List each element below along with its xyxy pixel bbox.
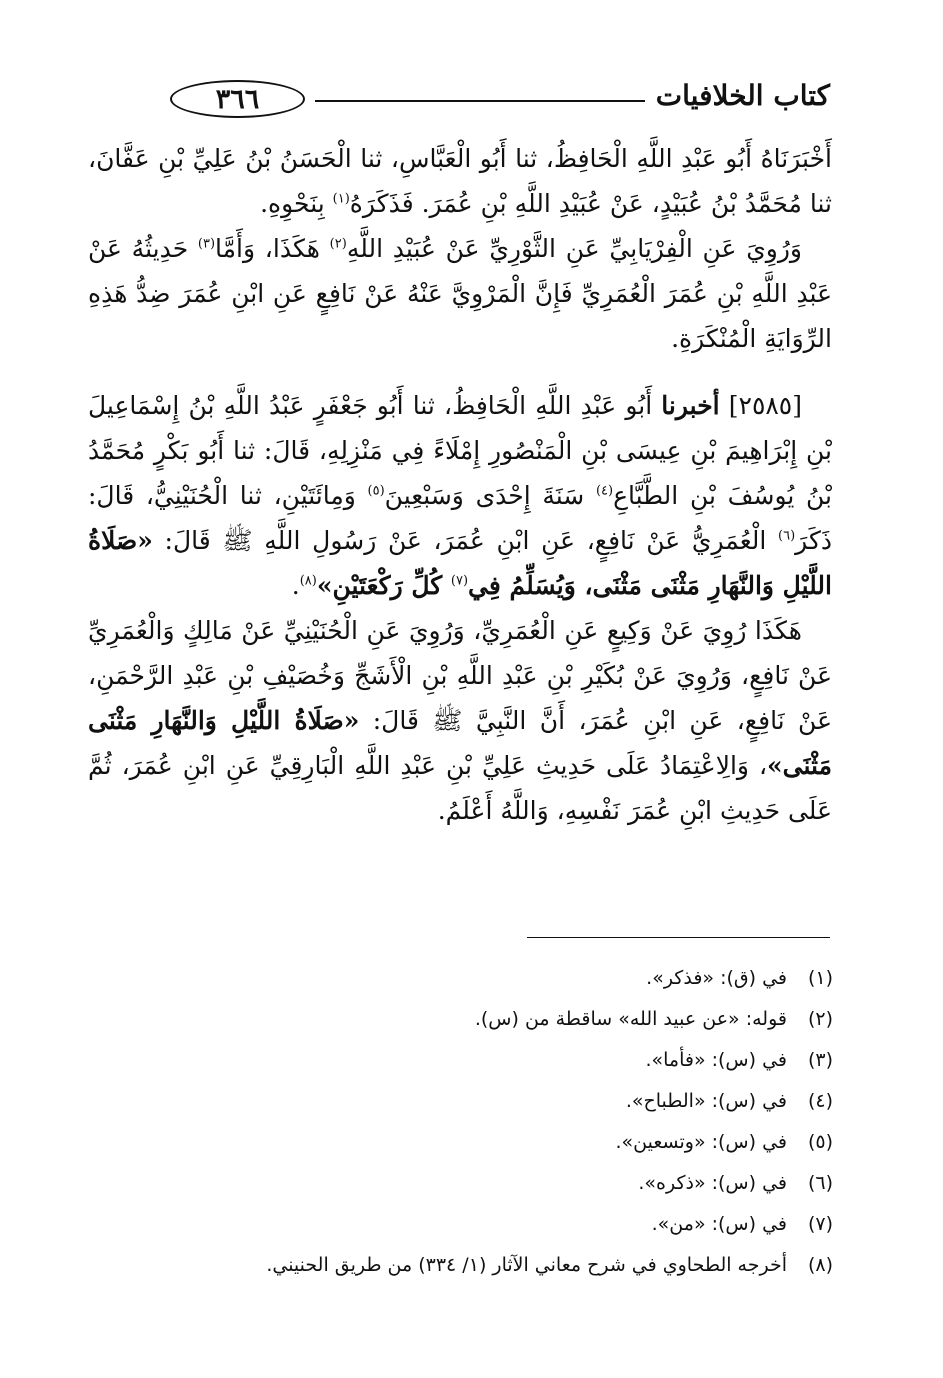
footnote-text: في (س): «فأما». [645, 1049, 787, 1071]
text-span: ، وَالِاعْتِمَادُ عَلَى حَدِيثِ عَلِيِّ بْنِ عَبْدِ اللَّهِ الْبَارِقِيِّ عَنِ ابْنِ عُمَرَ، ثُمَّ عَلَى حَدِيثِ ابْنِ عُمَرَ نَفْسِهِ، وَاللَّهُ أَعْلَمُ. [88, 751, 832, 825]
footnote [150, 1245, 833, 1286]
hadith-quote: «صَلَاةُ اللَّيْلِ وَالنَّهَارِ مَثْنَى مَثْنَى، وَيُسَلِّمُ فِي [88, 526, 832, 600]
footnote-number: (٦) [807, 1172, 833, 1194]
footnote-text: في (س): «وتسعين». [615, 1131, 787, 1153]
main-text [88, 136, 832, 833]
page-header [90, 76, 830, 126]
text-span: أَخْبَرَنَاهُ أَبُو عَبْدِ اللَّهِ الْحَافِظُ، ثنا أَبُو الْعَبَّاسِ، ثنا الْحَسَنُ بْنُ عَلِيِّ بْنِ [158, 144, 832, 173]
footnote-number: (٥) [807, 1131, 833, 1153]
footnotes [150, 958, 833, 1286]
text-span: . [291, 571, 300, 600]
paragraph-hadith [88, 383, 832, 608]
footnote-ref[interactable]: (١) [332, 191, 350, 207]
footnote-number: (٤) [807, 1090, 833, 1112]
hadith-number: [٢٥٨٥] [728, 391, 802, 420]
footnote-text: في (س): «من». [651, 1213, 787, 1235]
page-number: ٣٦٦ [215, 83, 260, 115]
footnote-text: في (ق): «فذكر». [646, 967, 787, 989]
text-span: حَدِيثُهُ عَنْ عَبْدِ اللَّهِ بْنِ عُمَرَ الْعُمَرِيِّ فَإِنَّ الْمَرْوِيَّ عَنْهُ عَنْ نَافِعٍ عَنِ ابْنِ عُمَرَ ضِدُّ هَذِهِ الرِّوَايَةِ الْمُنْكَرَةِ. [88, 234, 832, 353]
footnote-text: في (س): «ذكره». [638, 1172, 787, 1194]
akhbarana-word: أخبرنا [661, 391, 720, 420]
header-rule [315, 100, 645, 102]
footnote-number: (١) [807, 967, 833, 989]
footnote-number: (٨) [807, 1254, 833, 1276]
text-span: أَبُو عَبْدِ اللَّهِ الْحَافِظُ، ثنا أَبُو جَعْفَرٍ عَبْدُ اللَّهِ بْنُ إِسْمَاعِيلَ بْنِ إِبْرَاهِيمَ بْنِ عِيسَى بْنِ الْمَنْصُورِ إِمْلَاءً فِي مَنْزِلِهِ، قَالَ: ثنا أَبُو بَكْرٍ مُحَمَّدُ بْنُ يُوسُفَ بْنِ الطَّبَّاعِ [88, 391, 833, 510]
footnote-text: أخرجه الطحاوي في شرح معاني الآثار (١/ ٣٣٤) من طريق الحنيني. [266, 1254, 787, 1276]
footnote [150, 1081, 833, 1122]
footnote-separator [527, 937, 830, 938]
paragraph-4 [88, 608, 832, 833]
footnote-text: في (س): «الطباح». [625, 1090, 787, 1112]
footnote-ref[interactable]: (٧) [450, 573, 469, 589]
footnote [150, 1204, 833, 1245]
text-span: هَكَذَا، وَأَمَّا [215, 234, 330, 263]
text-span: سَنَةَ إِحْدَى وَسَبْعِينَ [384, 481, 596, 510]
footnote [150, 958, 833, 999]
paragraph-2 [88, 226, 832, 361]
footnote [150, 1163, 833, 1204]
text-span: وَرُوِيَ عَنِ الْفِرْيَابِيِّ عَنِ الثَّوْرِيِّ عَنْ عُبَيْدِ اللَّهِ [346, 234, 802, 263]
footnote-number: (٧) [807, 1213, 833, 1235]
footnote-number: (٢) [807, 1008, 833, 1030]
hadith-quote: «صَلَاةُ اللَّيْلِ وَالنَّهَارِ مَثْنَى مَثْنَى» [88, 706, 832, 780]
footnote-ref[interactable]: (٦) [778, 528, 796, 544]
paragraph-1 [88, 136, 832, 226]
footnote [150, 999, 833, 1040]
footnote-ref[interactable]: (٨) [299, 573, 317, 589]
text-span: عَفَّانَ، ثنا مُحَمَّدُ بْنُ عُبَيْدٍ، عَنْ عُبَيْدِ اللَّهِ بْنِ عُمَرَ. فَذَكَرَهُ [88, 144, 832, 218]
text-span: هَكَذَا رُوِيَ عَنْ وَكِيعٍ عَنِ الْعُمَرِيِّ، وَرُوِيَ عَنِ الْحُنَيْنِيِّ عَنْ مَالِكٍ وَالْعُمَرِيِّ عَنْ نَافِعٍ، وَرُوِيَ عَنْ بُكَيْرِ بْنِ عَبْدِ اللَّهِ بْنِ الْأَشَجِّ وَخُصَيْفِ بْنِ عَبْدِ الرَّحْمَنِ، عَنْ نَافِعٍ، عَنِ ابْنِ عُمَرَ، أَنَّ النَّبِيَّ ﷺ قَالَ: [88, 616, 832, 735]
footnote-text: قوله: «عن عبيد الله» ساقطة من (س). [474, 1008, 787, 1030]
footnote-ref[interactable]: (٣) [197, 236, 216, 252]
footnote [150, 1040, 833, 1081]
footnote-ref[interactable]: (٥) [367, 483, 385, 499]
footnote [150, 1122, 833, 1163]
footnote-number: (٣) [807, 1049, 833, 1071]
text-span: الْعُمَرِيُّ عَنْ نَافِعٍ، عَنِ ابْنِ عُمَرَ، عَنْ رَسُولِ اللَّهِ ﷺ قَالَ: [152, 526, 779, 555]
hadith-quote: كُلِّ رَكْعَتَيْنِ» [316, 571, 451, 600]
book-title: كتاب الخلافيات [655, 79, 830, 112]
text-span: وَمِائَتَيْنِ، ثنا الْحُنَيْنِيُّ، قَالَ: ذَكَرَ [88, 481, 832, 555]
text-span: بِنَحْوِهِ. [260, 189, 333, 218]
footnote-ref[interactable]: (٤) [595, 483, 614, 499]
page-number-oval [170, 80, 305, 118]
footnote-ref[interactable]: (٢) [329, 236, 347, 252]
